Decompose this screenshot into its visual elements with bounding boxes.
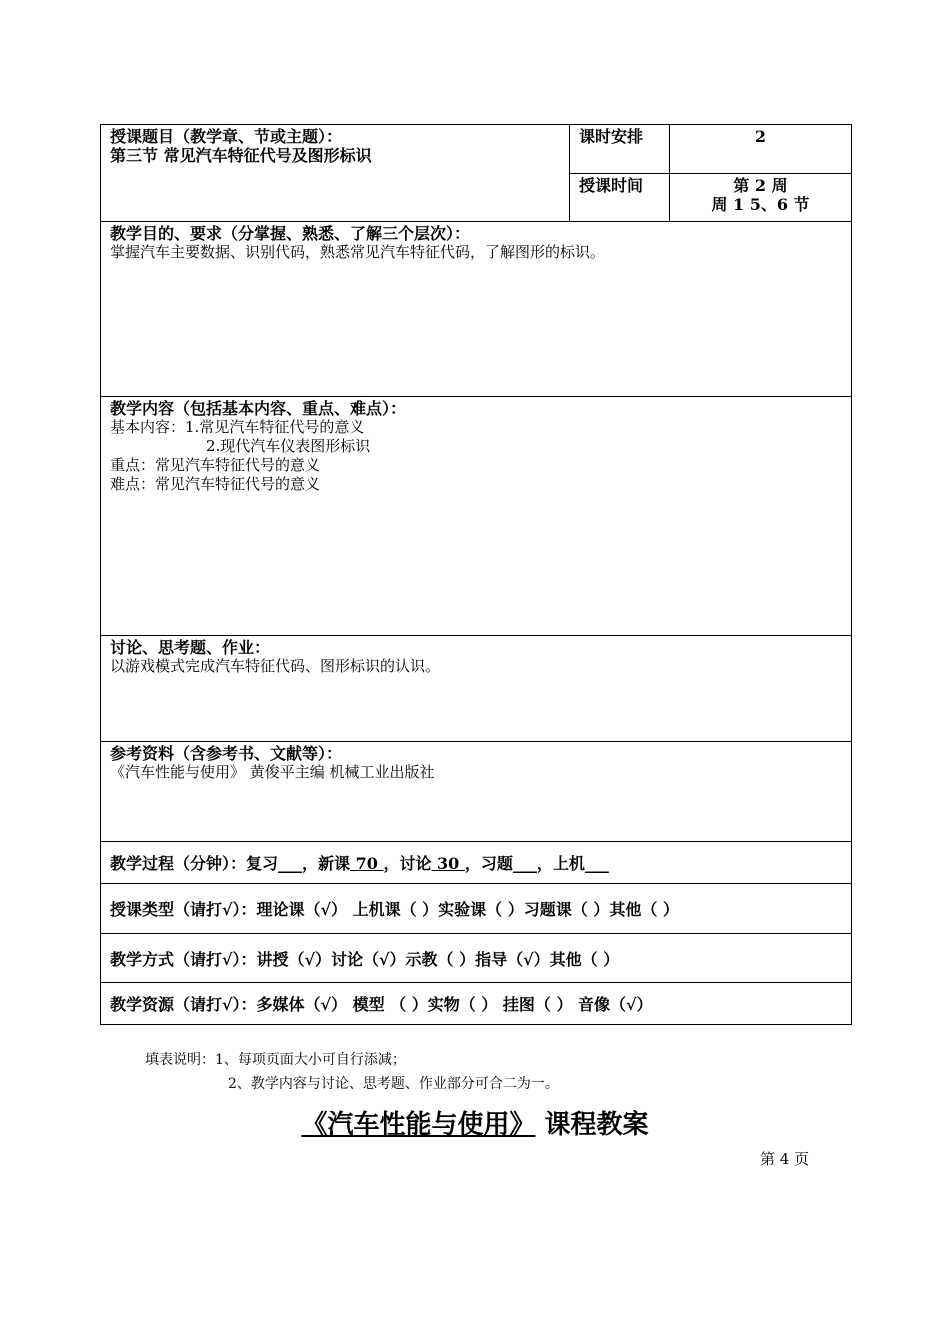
content-label: 教学内容（包括基本内容、重点、难点）： <box>110 399 407 418</box>
process-discuss-label: ，讨论 <box>383 854 432 873</box>
objectives-cell <box>101 222 852 397</box>
content-cell <box>101 397 852 636</box>
process-lab-label: ，上机 <box>536 854 585 873</box>
topic-value: 第三节 常见汽车特征代号及图形标识 <box>110 146 372 165</box>
lesson-plan-table <box>100 124 852 1025</box>
process-prefix: 教学过程（分钟）：复习 <box>110 854 279 873</box>
process-lab-blank: ___ <box>584 854 609 873</box>
course-book-title: 《汽车性能与使用》 <box>301 1110 536 1140</box>
process-exercise-blank: ___ <box>512 854 537 873</box>
teaching-resources-cell <box>101 983 852 1025</box>
hours-value-cell <box>670 125 852 174</box>
time-label: 授课时间 <box>579 176 644 195</box>
page-number: 第 4 页 <box>760 1150 810 1168</box>
hours-value: 2 <box>754 127 767 146</box>
teaching-resources-text: 教学资源（请打√）：多媒体（√） 模型 （ ）实物（ ） 挂图（ ） 音像（√） <box>110 995 653 1014</box>
discussion-cell <box>101 636 852 742</box>
references-label: 参考资料（含参考书、文献等）： <box>110 744 343 763</box>
references-text: 《汽车性能与使用》 黄俊平主编 机械工业出版社 <box>110 763 435 781</box>
references-cell <box>101 742 852 842</box>
content-key-point: 重点：常见汽车特征代号的意义 <box>110 456 321 474</box>
objectives-text: 掌握汽车主要数据、识别代码，熟悉常见汽车特征代码，了解图形的标识。 <box>110 243 606 261</box>
discussion-label: 讨论、思考题、作业： <box>110 638 271 657</box>
lesson-type-text: 授课类型（请打√）：理论课（√） 上机课（ ）实验课（ ）习题课（ ）其他（ ） <box>110 900 679 919</box>
course-title <box>0 1104 950 1141</box>
content-basic-1: 1.常见汽车特征代号的意义 <box>185 418 365 436</box>
content-difficulty: 难点：常见汽车特征代号的意义 <box>110 475 321 493</box>
hours-label-cell <box>570 125 670 174</box>
note-line-2: 2、教学内容与讨论、思考题、作业部分可合二为一。 <box>228 1076 559 1092</box>
process-new-label: ，新课 <box>302 854 351 873</box>
process-cell <box>101 842 852 884</box>
time-label-cell <box>570 174 670 222</box>
time-detail: 周 1 5、6 节 <box>711 195 810 214</box>
discussion-text: 以游戏模式完成汽车特征代码、图形标识的认识。 <box>110 657 441 675</box>
objectives-label: 教学目的、要求（分掌握、熟悉、了解三个层次）： <box>110 224 471 243</box>
course-title-suffix: 课程教案 <box>535 1110 649 1140</box>
topic-cell <box>101 125 570 222</box>
hours-label: 课时安排 <box>579 127 644 146</box>
teaching-method-text: 教学方式（请打√）：讲授（√）讨论（√）示教（ ）指导（√）其他（ ） <box>110 949 620 969</box>
lesson-type-cell <box>101 884 852 934</box>
process-discuss-value: 30 <box>431 854 465 873</box>
content-basic-prefix: 基本内容： <box>110 418 186 436</box>
process-new-value: 70 <box>350 854 384 873</box>
note-line-1: 填表说明：1、每项页面大小可自行添减； <box>145 1052 406 1068</box>
content-basic-2: 2.现代汽车仪表图形标识 <box>206 437 371 455</box>
teaching-method-cell <box>101 934 852 983</box>
process-review-blank: ___ <box>278 854 303 873</box>
topic-label: 授课题目（教学章、节或主题）： <box>110 127 343 146</box>
form-notes <box>145 1048 559 1096</box>
time-week: 第 2 周 <box>733 176 788 195</box>
process-exercise-label: ，习题 <box>464 854 513 873</box>
time-value-cell <box>670 174 852 222</box>
